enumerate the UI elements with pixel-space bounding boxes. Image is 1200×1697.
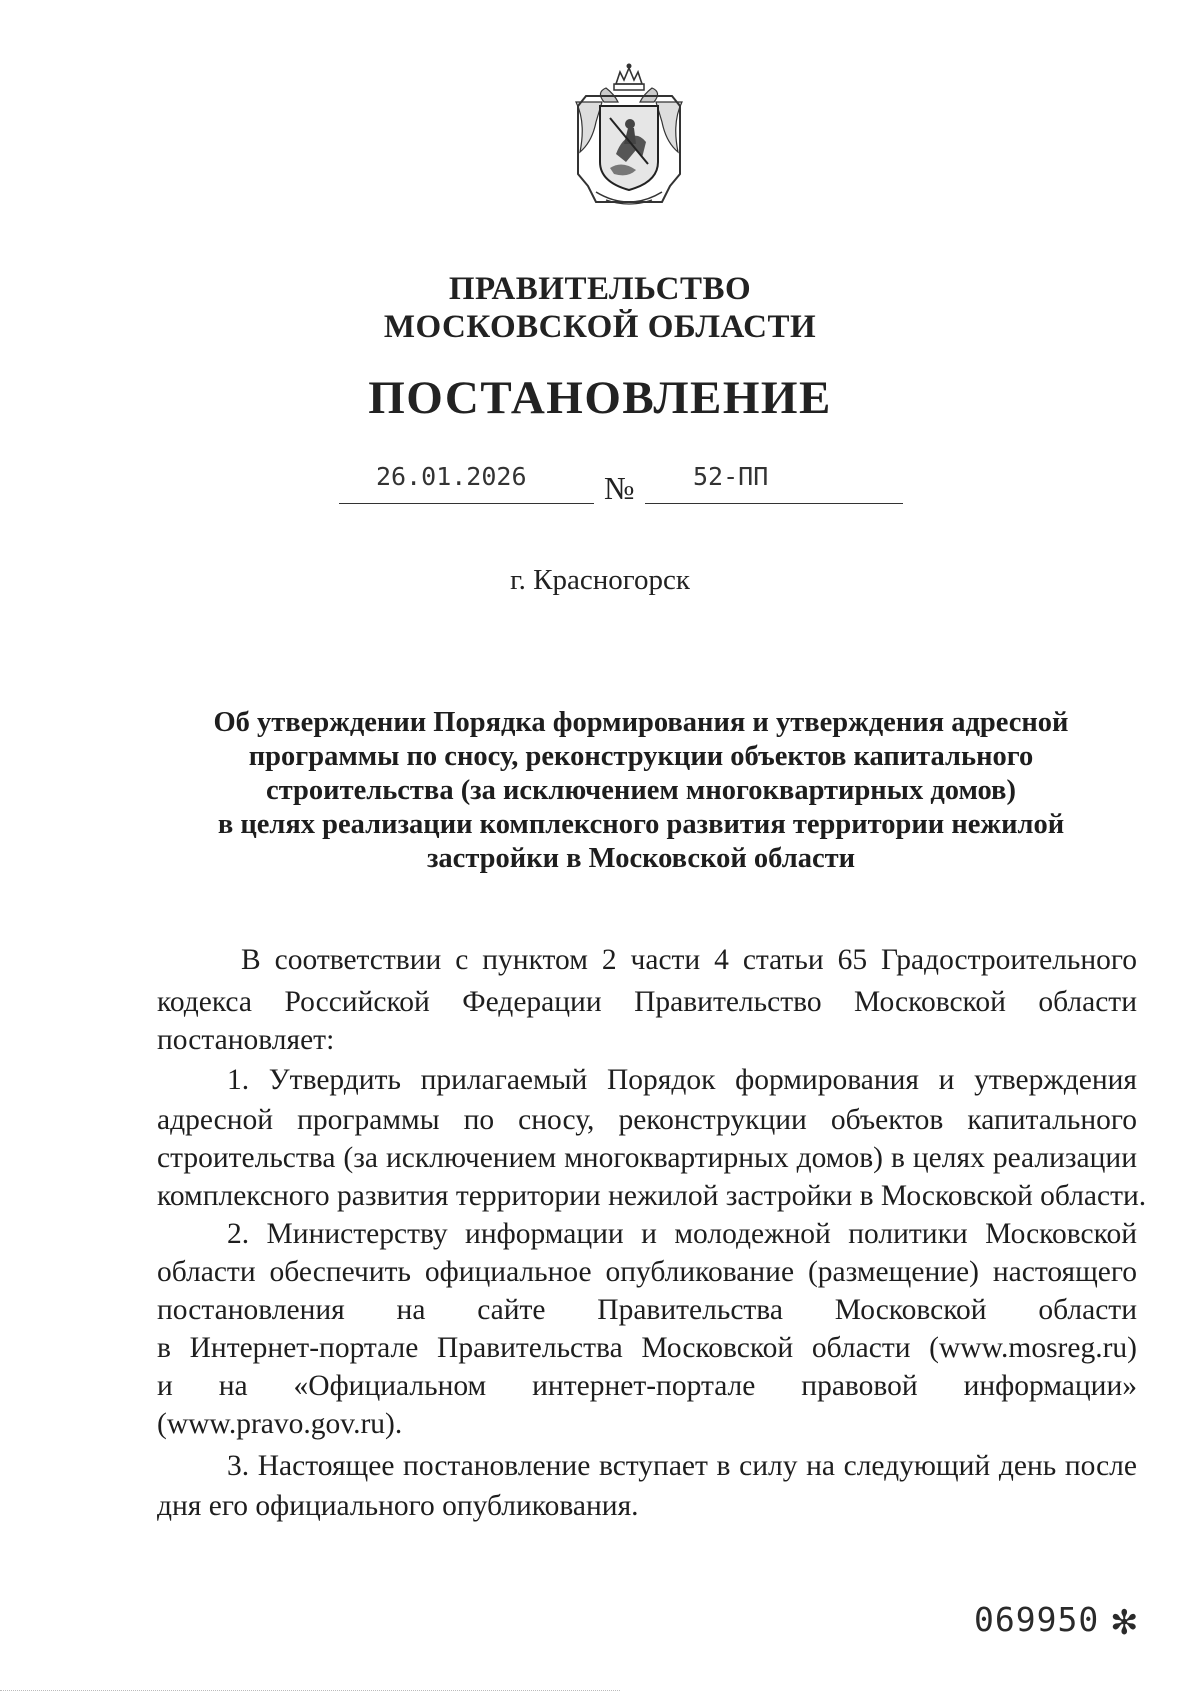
title-line: в целях реализации комплексного развития территории нежилой xyxy=(217,809,1065,840)
body-line: и на «Официальном интернет-портале правовой информации» xyxy=(157,1370,1137,1402)
body-line: (www.pravo.gov.ru). xyxy=(157,1408,403,1440)
organization-name-line1: ПРАВИТЕЛЬСТВО xyxy=(448,271,752,307)
body-line: 2. Министерству информации и молодежной политики Московской xyxy=(227,1218,1137,1250)
title-line: застройки в Московской области xyxy=(426,843,856,874)
scan-edge-divider xyxy=(0,1690,620,1691)
body-line: в Интернет-портале Правительства Московской области (www.mosreg.ru) xyxy=(157,1332,1137,1364)
body-line: 1. Утвердить прилагаемый Порядок формирования и утверждения xyxy=(227,1064,1137,1096)
number-underline xyxy=(645,503,903,504)
title-line: Об утверждении Порядка формирования и утверждения адресной xyxy=(213,707,1069,738)
document-title xyxy=(210,706,1072,876)
issuing-city: г. Красногорск xyxy=(510,564,690,596)
body-line: комплексного развития территории нежилой застройки в Московской области. xyxy=(157,1180,1147,1212)
organization-name-line2: МОСКОВСКОЙ ОБЛАСТИ xyxy=(383,309,817,345)
body-line: постановления на сайте Правительства Московской области xyxy=(157,1294,1137,1326)
body-line: кодекса Российской Федерации Правительство Московской области xyxy=(157,986,1137,1018)
body-line: адресной программы по сносу, реконструкции объектов капитального xyxy=(157,1104,1137,1136)
coat-of-arms-icon xyxy=(566,62,692,208)
body-line: 3. Настоящее постановление вступает в силу на следующий день после xyxy=(227,1450,1137,1482)
date-underline xyxy=(339,503,594,504)
body-line: области обеспечить официальное опубликование (размещение) настоящего xyxy=(157,1256,1137,1288)
body-line: дня его официального опубликования. xyxy=(157,1490,639,1522)
title-line: программы по сносу, реконструкции объектов капитального xyxy=(248,741,1034,772)
document-number: 52-ПП xyxy=(693,462,769,491)
form-serial-number: 069950 xyxy=(974,1600,1100,1639)
document-type: ПОСТАНОВЛЕНИЕ xyxy=(368,372,832,424)
title-line: строительства (за исключением многоквартирных домов) xyxy=(266,775,1016,806)
document-date: 26.01.2026 xyxy=(376,462,527,491)
body-line: строительства (за исключением многоквартирных домов) в целях реализации xyxy=(157,1142,1137,1174)
asterisk-icon: ✻ xyxy=(1110,1605,1139,1642)
body-line: постановляет: xyxy=(157,1024,335,1056)
number-sign: № xyxy=(604,470,635,506)
body-line: В соответствии с пунктом 2 части 4 статьи 65 Градостроительного xyxy=(241,944,1137,976)
